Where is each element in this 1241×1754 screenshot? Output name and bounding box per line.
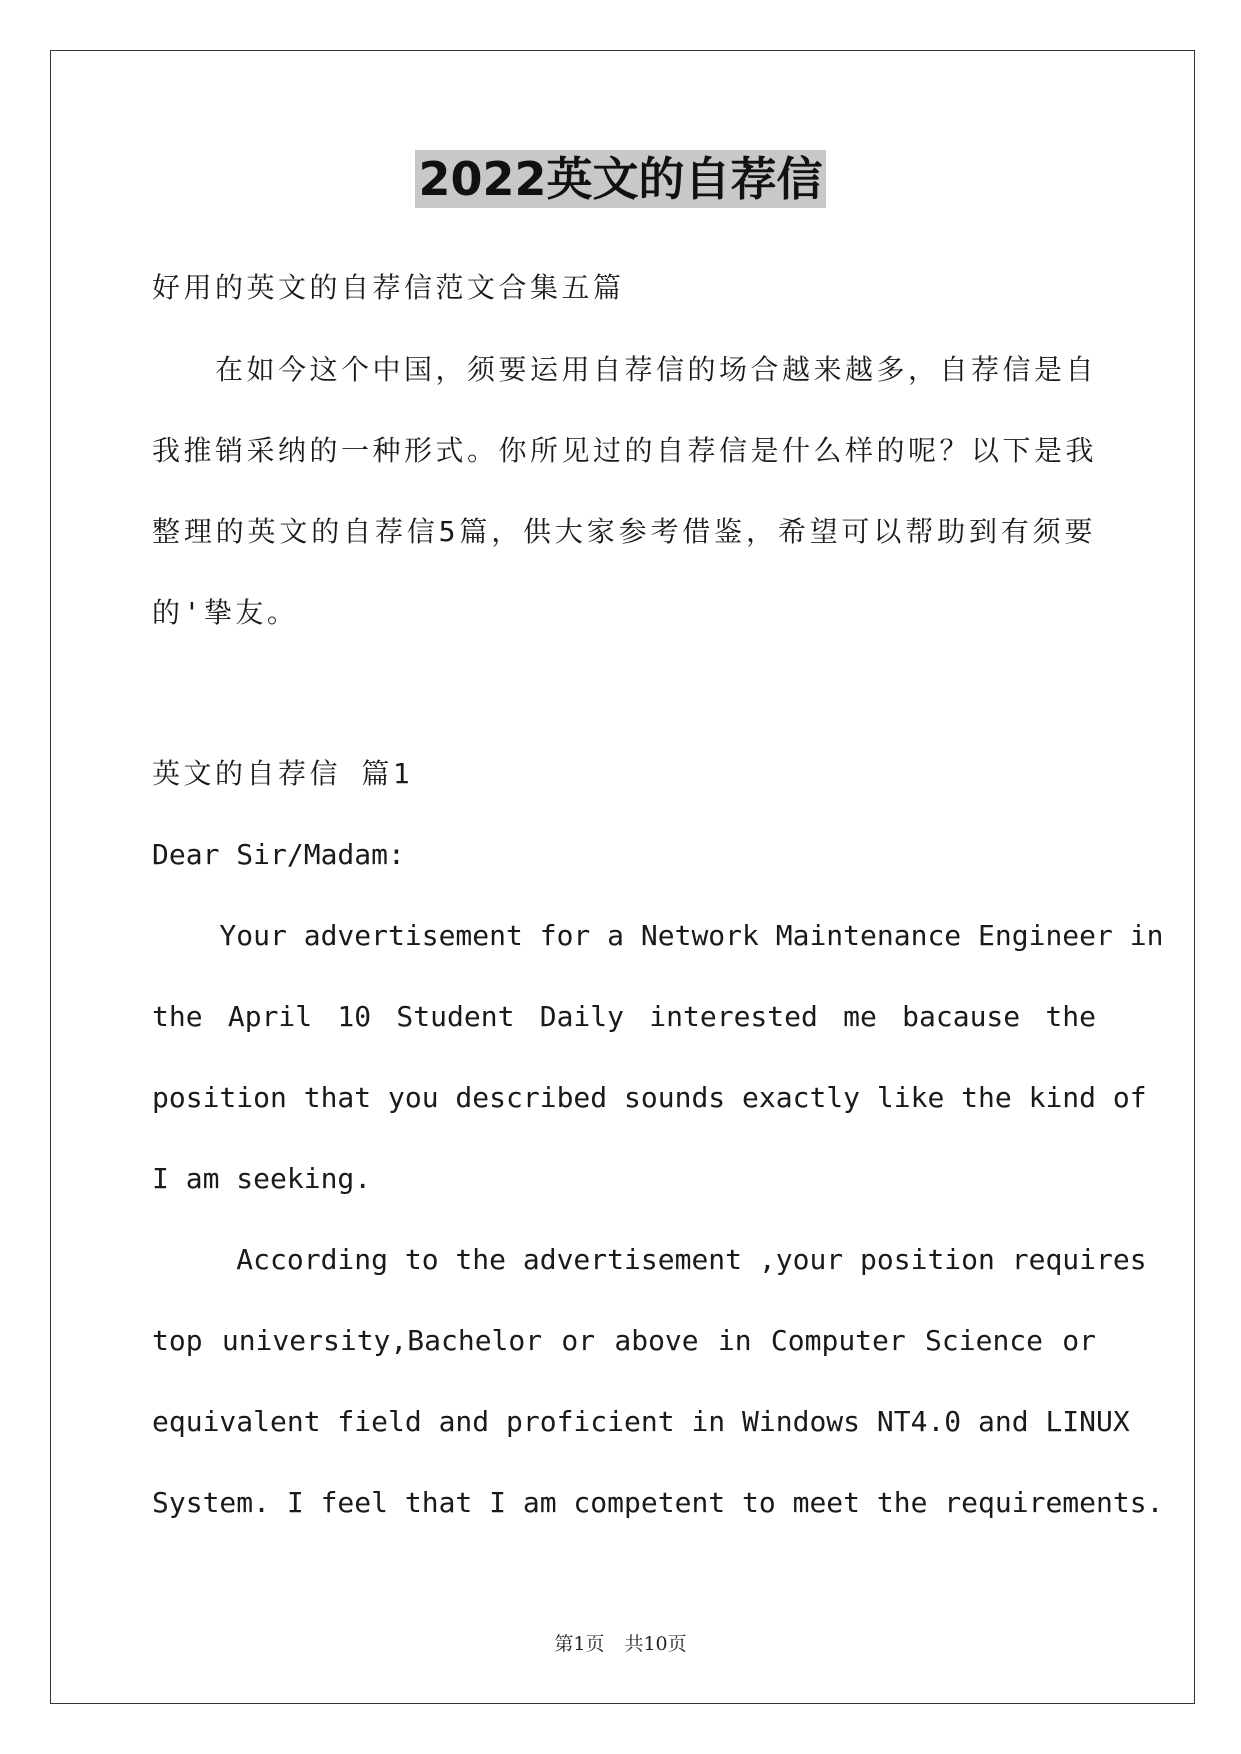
letter-line: the April 10 Student Daily interested me bacause the xyxy=(152,1000,1096,1033)
page-number: 第1页 xyxy=(554,1633,605,1655)
intro-line: 整理的英文的自荐信5篇，供大家参考借鉴，希望可以帮助到有须要 xyxy=(152,515,1096,548)
letter-line: equivalent field and proficient in Windows NT4.0 and LINUX xyxy=(152,1405,1130,1438)
page-total: 共10页 xyxy=(624,1633,687,1655)
intro-line: 在如今这个中国，须要运用自荐信的场合越来越多，自荐信是自 xyxy=(152,353,1098,386)
salutation: Dear Sir/Madam: xyxy=(152,838,405,871)
intro-line: 我推销采纳的一种形式。你所见过的自荐信是什么样的呢？以下是我 xyxy=(152,434,1098,467)
intro-line: 的'挚友。 xyxy=(152,596,299,629)
letter-line: According to the advertisement ,your position requires xyxy=(152,1243,1147,1276)
letter-line: top university,Bachelor or above in Computer Science or xyxy=(152,1324,1096,1357)
title-container xyxy=(0,150,1241,208)
page-footer xyxy=(0,1632,1241,1656)
letter-line: Your advertisement for a Network Maintenance Engineer in xyxy=(152,919,1164,952)
letter-line: position that you described sounds exactly like the kind of xyxy=(152,1081,1147,1114)
section-heading: 英文的自荐信 篇1 xyxy=(152,757,414,790)
document-title: 2022英文的自荐信 xyxy=(415,150,825,208)
letter-line: I am seeking. xyxy=(152,1162,372,1195)
letter-line: System. I feel that I am competent to meet the requirements. xyxy=(152,1486,1164,1519)
document-subtitle: 好用的英文的自荐信范文合集五篇 xyxy=(152,271,625,304)
